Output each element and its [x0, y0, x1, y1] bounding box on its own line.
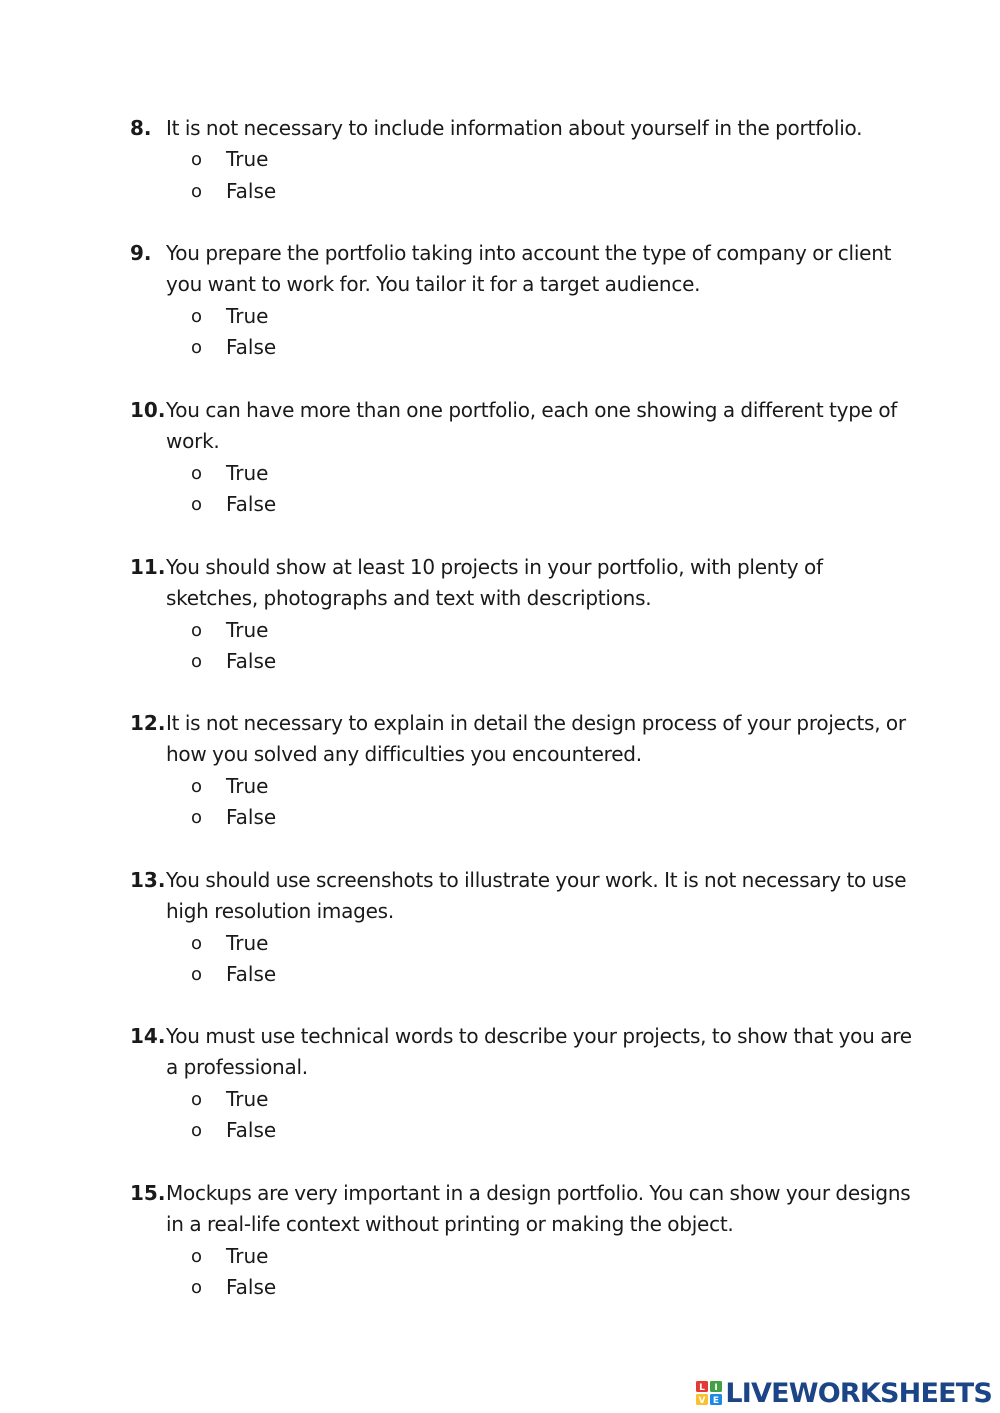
option-true[interactable] — [130, 1241, 930, 1272]
liveworksheets-brand[interactable] — [695, 1377, 992, 1409]
option-true[interactable] — [130, 928, 930, 959]
radio-bullet-icon[interactable]: o — [191, 1276, 203, 1298]
svg-text:L: L — [699, 1383, 706, 1393]
answer-options — [130, 1241, 930, 1304]
option-label[interactable]: False — [226, 1274, 277, 1299]
question-9 — [130, 238, 930, 363]
option-label[interactable]: True — [226, 1086, 269, 1111]
option-false[interactable] — [130, 176, 930, 207]
radio-bullet-icon[interactable]: o — [191, 1245, 203, 1267]
question-10 — [130, 395, 930, 520]
option-false[interactable] — [130, 959, 930, 990]
radio-bullet-icon[interactable]: o — [191, 963, 203, 985]
radio-bullet-icon[interactable]: o — [191, 493, 203, 515]
option-false[interactable] — [130, 489, 930, 520]
option-label[interactable]: False — [226, 491, 277, 516]
option-label[interactable]: True — [226, 147, 269, 172]
question-11 — [130, 552, 930, 677]
question-number: 13. — [130, 868, 166, 892]
radio-bullet-icon[interactable]: o — [191, 1119, 203, 1141]
radio-bullet-icon[interactable]: o — [191, 336, 203, 358]
question-text: You should show at least 10 projects in your portfolio, with plenty of sketches, photographs and text with descriptions. — [166, 555, 823, 611]
question-text: Mockups are very important in a design portfolio. You can show your designs in a real-life context without printing or making the object. — [166, 1181, 911, 1237]
radio-bullet-icon[interactable]: o — [191, 932, 203, 954]
option-true[interactable] — [130, 771, 930, 802]
question-number: 9. — [130, 241, 152, 265]
question-number: 8. — [130, 116, 152, 140]
question-8 — [130, 113, 930, 207]
question-13 — [130, 865, 930, 990]
question-number: 11. — [130, 555, 166, 579]
answer-options — [130, 928, 930, 991]
option-false[interactable] — [130, 1272, 930, 1303]
option-true[interactable] — [130, 1084, 930, 1115]
answer-options — [130, 615, 930, 678]
question-text: It is not necessary to include information about yourself in the portfolio. — [166, 116, 863, 140]
option-label[interactable]: True — [226, 303, 269, 328]
question-14 — [130, 1021, 930, 1146]
question-text: You prepare the portfolio taking into account the type of company or client you want to work for. You tailor it for a target audience. — [166, 241, 892, 297]
option-label[interactable]: False — [226, 804, 277, 829]
radio-bullet-icon[interactable]: o — [191, 806, 203, 828]
liveworksheets-logo-icon — [695, 1379, 723, 1407]
option-false[interactable] — [130, 802, 930, 833]
option-label[interactable]: True — [226, 460, 269, 485]
radio-bullet-icon[interactable]: o — [191, 149, 203, 171]
option-true[interactable] — [130, 301, 930, 332]
radio-bullet-icon[interactable]: o — [191, 650, 203, 672]
question-number: 12. — [130, 711, 166, 735]
option-false[interactable] — [130, 332, 930, 363]
option-label[interactable]: False — [226, 1117, 277, 1142]
answer-options — [130, 458, 930, 521]
brand-name[interactable]: LIVEWORKSHEETS — [725, 1377, 992, 1409]
answer-options — [130, 771, 930, 834]
svg-text:V: V — [698, 1396, 706, 1406]
radio-bullet-icon[interactable]: o — [191, 1088, 203, 1110]
radio-bullet-icon[interactable]: o — [191, 180, 203, 202]
radio-bullet-icon[interactable]: o — [191, 462, 203, 484]
option-label[interactable]: False — [226, 334, 277, 359]
radio-bullet-icon[interactable]: o — [191, 305, 203, 327]
answer-options — [130, 144, 930, 207]
question-text: You can have more than one portfolio, each one showing a different type of work. — [166, 398, 898, 454]
question-text: It is not necessary to explain in detail the design process of your projects, or how you solved any difficulties you encountered. — [166, 711, 906, 767]
question-number: 14. — [130, 1024, 166, 1048]
option-label[interactable]: False — [226, 178, 277, 203]
option-label[interactable]: True — [226, 773, 269, 798]
option-label[interactable]: False — [226, 961, 277, 986]
answer-options — [130, 301, 930, 364]
option-false[interactable] — [130, 646, 930, 677]
radio-bullet-icon[interactable]: o — [191, 775, 203, 797]
answer-options — [130, 1084, 930, 1147]
question-text: You must use technical words to describe your projects, to show that you are a professional. — [166, 1024, 912, 1080]
option-label[interactable]: True — [226, 930, 269, 955]
option-label[interactable]: False — [226, 648, 277, 673]
question-number: 10. — [130, 398, 166, 422]
question-15 — [130, 1178, 930, 1303]
question-number: 15. — [130, 1181, 166, 1205]
option-label[interactable]: True — [226, 1243, 269, 1268]
option-label[interactable]: True — [226, 617, 269, 642]
svg-text:E: E — [713, 1396, 720, 1406]
option-false[interactable] — [130, 1115, 930, 1146]
question-text: You should use screenshots to illustrate your work. It is not necessary to use high resolution images. — [166, 868, 907, 924]
question-12 — [130, 708, 930, 833]
option-true[interactable] — [130, 144, 930, 175]
option-true[interactable] — [130, 458, 930, 489]
svg-text:I: I — [714, 1383, 719, 1393]
radio-bullet-icon[interactable]: o — [191, 619, 203, 641]
option-true[interactable] — [130, 615, 930, 646]
